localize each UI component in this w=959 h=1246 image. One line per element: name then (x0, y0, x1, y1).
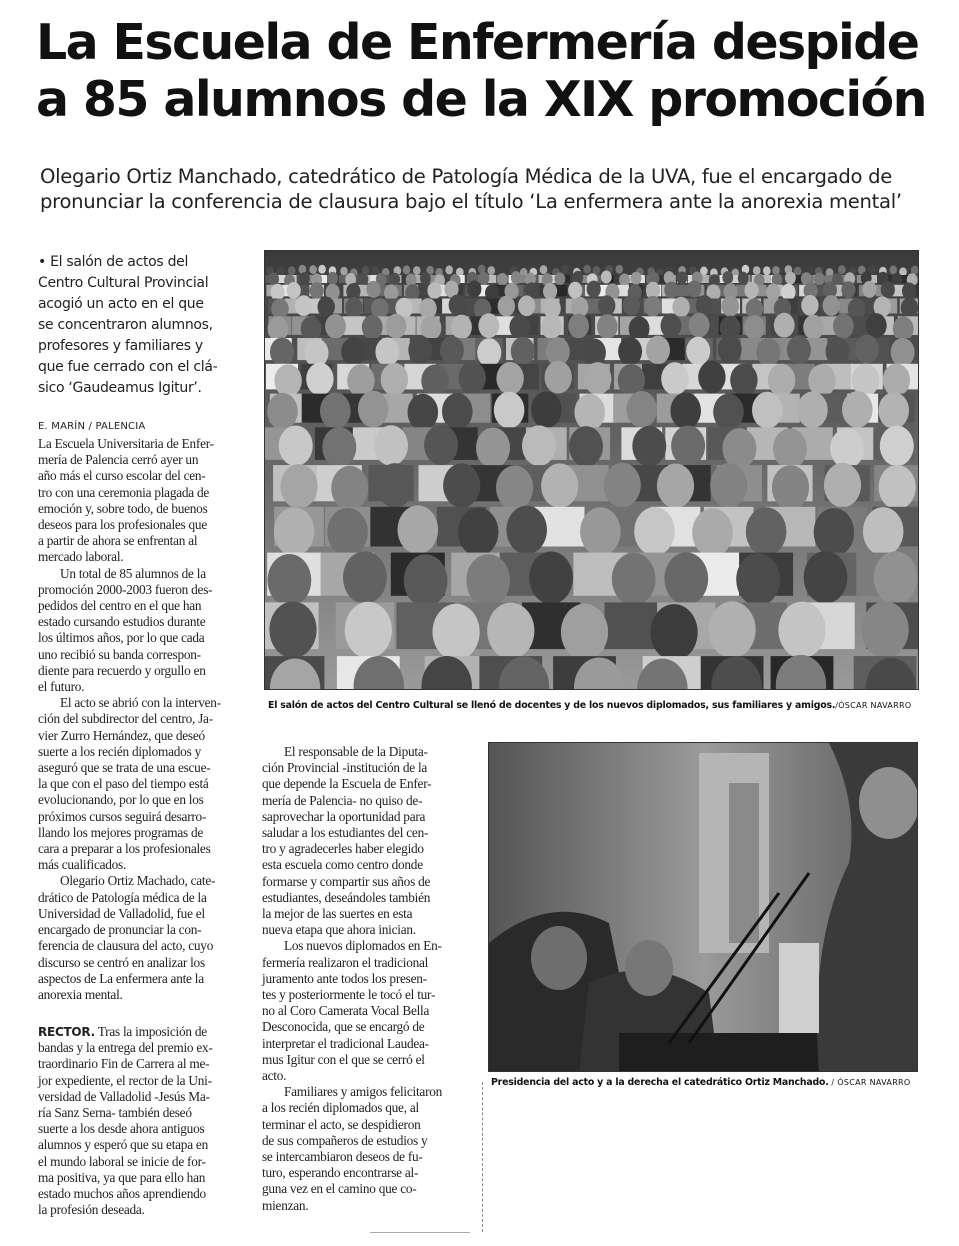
body-line: terminar el acto, se despidieron (262, 1116, 421, 1132)
body-line: saprovechar la oportunidad para (262, 808, 426, 824)
lead-line: que fue cerrado con el clá- (38, 359, 218, 375)
rector-subhead: RECTOR. (38, 1025, 95, 1039)
body-line: traordinario Fin de Carrera al me- (38, 1056, 210, 1072)
body-line: que depende la Escuela de Enfer- (262, 776, 432, 792)
headline-line-1: La Escuela de Enfermería despide (36, 14, 919, 71)
body-line: el mundo laboral se inicie de for- (38, 1153, 206, 1169)
body-line: mus Igitur con el que se cerró el (262, 1051, 425, 1067)
audience-photo (264, 250, 919, 690)
audience-photo-caption (268, 700, 911, 711)
body-line: próximos cursos seguirá desarro- (38, 808, 207, 824)
body-line: saludar a los estudiantes del cen- (262, 825, 429, 841)
body-line: estado muchos años aprendiendo (38, 1186, 206, 1202)
body-line: El acto se abrió con la interven- (60, 695, 221, 711)
body-line: tro y agradecerles haber elegido (262, 841, 424, 857)
headline (36, 14, 936, 128)
body-line: mería de Palencia cerró ayer un (38, 452, 199, 468)
body-line: de sus compañeros de estudios y (262, 1132, 428, 1148)
rector-first-line: Tras la imposición de (97, 1024, 207, 1039)
body-line: ma positiva, ya que para ello han (38, 1169, 206, 1185)
body-line: emoción y, sobre todo, de buenos (38, 500, 208, 516)
body-line: el futuro. (38, 679, 85, 695)
body-line: La Escuela Universitaria de Enfer- (38, 436, 214, 451)
body-line: Universidad de Valladolid, fue el (38, 905, 205, 921)
body-line: promoción 2000-2003 fueron des- (38, 581, 213, 597)
body-line: mercado laboral. (38, 549, 124, 565)
bottom-rule (370, 1232, 470, 1233)
body-line: más cualificados. (38, 857, 127, 873)
subheadline (40, 164, 930, 214)
body-line: los últimos años, por lo que cada (38, 630, 205, 646)
body-line: versidad de Valladolid -Jesús Ma- (38, 1088, 210, 1104)
body-line: anorexia mental. (38, 986, 123, 1002)
body-line: la mejor de las suertes en esta (262, 906, 413, 922)
body-line: aspectos de La enfermera ante la (38, 970, 204, 986)
column-divider (482, 1082, 483, 1232)
body-line: uno recibió su banda correspon- (38, 646, 201, 662)
body-line: guna vez en el camino que co- (262, 1181, 417, 1197)
byline: E. MARÍN / PALENCIA (38, 421, 146, 432)
lead-line: acogió un acto en el que (38, 296, 204, 312)
body-line: alumnos y esperó que su etapa en (38, 1137, 208, 1153)
body-column-2 (262, 744, 472, 1214)
body-column-1 (38, 436, 248, 1003)
body-line: ferencia de clausura del acto, cuyo (38, 938, 214, 954)
body-line: cara a preparar a los profesionales (38, 841, 211, 857)
body-line: a partir de ahora se enfrentan al (38, 533, 198, 549)
body-line: mienzan. (262, 1197, 309, 1213)
photo-credit: /ÓSCAR NAVARRO (835, 701, 912, 710)
presidency-photo-caption (491, 1077, 911, 1088)
body-line: discurso se centró en analizar los (38, 954, 205, 970)
body-line: suerte a los recién diplomados y (38, 743, 201, 759)
body-line: Familiares y amigos felicitaron (284, 1084, 443, 1100)
body-line: no al Coro Camerata Vocal Bella (262, 1003, 430, 1019)
body-line: llando los mejores programas de (38, 824, 204, 840)
subheadline-line-2: pronunciar la conferencia de clausura bajo el título ‘La enfermera ante la anorexia mental’ (40, 190, 902, 213)
lead-summary (38, 252, 258, 399)
body-line: turo, esperando encontrarse al- (262, 1165, 419, 1181)
body-line: mería de Palencia- no quiso de- (262, 792, 423, 808)
body-line: esta escuela como centro donde (262, 857, 423, 873)
headline-line-2: a 85 alumnos de la XIX promoción (36, 71, 926, 128)
body-line: se intercambiaron deseos de fu- (262, 1149, 423, 1165)
body-line: Un total de 85 alumnos de la (60, 565, 206, 581)
presidency-photo (488, 742, 918, 1072)
body-line: evolucionando, por lo que en los (38, 792, 204, 808)
body-line: jor expediente, el rector de la Uni- (38, 1072, 212, 1088)
body-column-1-rector (38, 1024, 248, 1218)
body-line: Olegario Ortiz Machado, cate- (60, 873, 216, 889)
body-line: estado cursando estudios durante (38, 614, 206, 630)
body-line: acto. (262, 1068, 287, 1084)
body-line: Desconocida, que se encargó de (262, 1019, 425, 1035)
photo-credit: / ÓSCAR NAVARRO (828, 1078, 911, 1087)
body-line: deseos para los profesionales que (38, 517, 207, 533)
body-line: la profesión deseada. (38, 1202, 145, 1218)
caption-text: El salón de actos del Centro Cultural se llenó de docentes y de los nuevos diplomados, sus familiares y amigos. (268, 700, 836, 711)
body-line: ción del subdirector del centro, Ja- (38, 711, 213, 727)
body-line: suerte a los desde ahora antiguos (38, 1121, 205, 1137)
body-line: ción Provincial -institución de la (262, 760, 428, 776)
body-line: aseguró que se trata de una escue- (38, 760, 211, 776)
body-line: interpretar el tradicional Laudea- (262, 1035, 429, 1051)
lead-line: • El salón de actos del (38, 254, 189, 270)
body-line: encargado de pronunciar la con- (38, 922, 202, 938)
lead-line: Centro Cultural Provincial (38, 275, 209, 291)
body-line: tes y posteriormente le tocó el tur- (262, 987, 436, 1003)
body-line: a los recién diplomados que, al (262, 1100, 419, 1116)
body-line: ría Sanz Serna- también deseó (38, 1105, 192, 1121)
body-line: nueva etapa que ahora inician. (262, 922, 416, 938)
body-line: estudiantes, deseándoles también (262, 889, 431, 905)
body-line: fermería realizaron el tradicional (262, 954, 429, 970)
lead-line: sico ‘Gaudeamus Igitur’. (38, 380, 202, 396)
lead-line: profesores y familiares y (38, 338, 203, 354)
audience-photo-image (265, 251, 919, 690)
subheadline-line-1: Olegario Ortiz Manchado, catedrático de Patología Médica de la UVA, fue el encargado de (40, 165, 893, 188)
lead-line: se concentraron alumnos, (38, 317, 213, 333)
body-line: formarse y compartir sus años de (262, 873, 431, 889)
body-line: Los nuevos diplomados en En- (284, 938, 442, 954)
body-line: la que con el paso del tiempo está (38, 776, 209, 792)
presidency-photo-image (489, 743, 918, 1072)
body-line: El responsable de la Diputa- (284, 744, 428, 759)
body-line: bandas y la entrega del premio ex- (38, 1040, 213, 1056)
body-line: drático de Patología médica de la (38, 889, 207, 905)
body-line: juramento ante todos los presen- (262, 970, 427, 986)
body-line: vier Zurro Hernández, que deseó (38, 727, 205, 743)
body-line: año más el curso escolar del cen- (38, 468, 206, 484)
caption-text: Presidencia del acto y a la derecha el catedrático Ortiz Manchado. (491, 1077, 829, 1088)
body-line: diente para recuerdo y orgullo en (38, 662, 206, 678)
body-line: tro con una ceremonia plagada de (38, 484, 210, 500)
body-line: pedidos del centro en el que han (38, 598, 202, 614)
